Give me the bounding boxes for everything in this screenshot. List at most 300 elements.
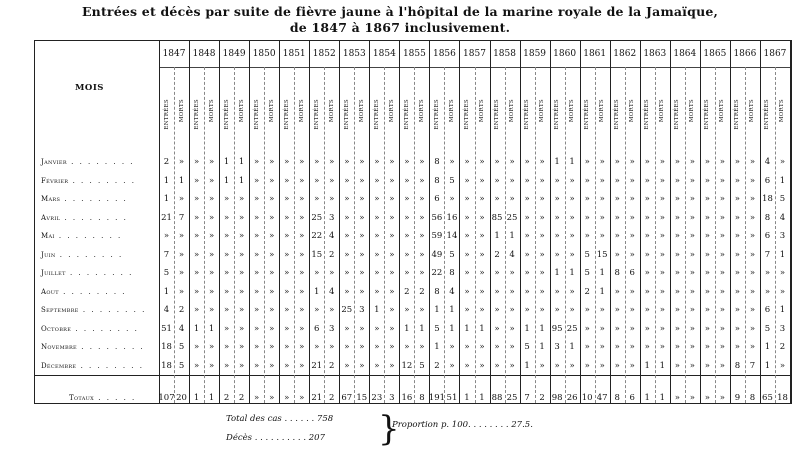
table-row-cell: »: [734, 194, 740, 204]
table-row-cell: »: [178, 231, 185, 241]
table-row-cell: »: [764, 286, 771, 297]
table-row-cell: »: [193, 249, 200, 260]
table-row-cell: »: [494, 323, 500, 334]
table-row-cell: »: [223, 249, 230, 260]
table-row-cell: »: [374, 157, 380, 167]
table-row-cell: »: [419, 212, 425, 223]
table-row-cell: »: [269, 194, 275, 204]
table-row-cell: »: [614, 194, 620, 204]
summary-deces-label: Décès: [226, 433, 252, 443]
totals-row-cell: 1: [464, 393, 470, 403]
table-row-cell: 5: [779, 194, 786, 204]
morts-label: MORTS: [629, 99, 636, 123]
table-row-cell: »: [644, 157, 650, 167]
table-row-cell: 5: [764, 323, 771, 334]
table-row-cell: »: [299, 194, 305, 204]
table-row-cell: »: [734, 323, 740, 334]
table-row-cell: »: [193, 212, 200, 223]
table-row-cell: 1: [554, 157, 560, 167]
table-row-cell: 1: [539, 342, 545, 352]
table-row-cell: »: [223, 342, 230, 352]
month-label: Mars . . . . . . . .: [41, 195, 128, 203]
morts-label: MORTS: [509, 99, 516, 123]
table-row-cell: »: [479, 175, 485, 186]
summary-deces-value: 207: [308, 433, 325, 443]
table-row-cell: 2: [779, 342, 786, 352]
totals-row-cell: 2: [539, 393, 545, 403]
table-row-cell: »: [674, 231, 680, 241]
brace-icon: }: [378, 409, 400, 449]
table-row-cell: »: [284, 268, 290, 278]
table-row-cell: »: [223, 286, 230, 297]
table-row-cell: »: [208, 286, 215, 297]
table-row-cell: »: [464, 157, 470, 167]
year-label: 1853: [342, 49, 366, 59]
table-row-cell: 1: [163, 194, 170, 204]
table-row-cell: »: [539, 360, 545, 371]
table-row-cell: »: [629, 212, 635, 223]
totals-row-cell: 8: [419, 393, 425, 403]
table-row-cell: »: [659, 323, 665, 334]
table-row-cell: »: [689, 323, 695, 334]
table-row-cell: 18: [762, 194, 773, 204]
table-row-cell: 8: [434, 286, 440, 297]
table-row-cell: »: [419, 268, 425, 278]
table-row-cell: »: [479, 342, 485, 352]
table-row-cell: »: [569, 212, 575, 223]
summary-proportion: Proportion p. 100. . . . . . . . 27.5.: [392, 420, 533, 430]
table-row-cell: »: [239, 342, 245, 352]
table-row-cell: 1: [419, 323, 425, 334]
table-row-cell: 1: [374, 305, 380, 315]
table-row-cell: 1: [314, 286, 320, 297]
table-row-cell: »: [644, 323, 650, 334]
month-name: Mai: [41, 232, 55, 240]
table-row-cell: 4: [764, 157, 771, 167]
table-row-cell: »: [389, 212, 395, 223]
table-row-cell: 2: [163, 157, 170, 167]
table-row-cell: »: [524, 212, 530, 223]
table-row-cell: »: [208, 249, 215, 260]
totals-row-cell: 2: [329, 393, 335, 403]
table-row-cell: »: [704, 360, 710, 371]
table-row-cell: 1: [464, 323, 470, 334]
table-row-cell: »: [704, 212, 710, 223]
month-label: Octobre . . . . . . . .: [41, 324, 139, 333]
table-row-cell: »: [689, 175, 695, 186]
table-row-cell: »: [223, 268, 230, 278]
table-row-cell: »: [419, 342, 425, 352]
totals-row-cell: 9: [734, 393, 741, 403]
totals-row-cell: 51: [446, 393, 458, 403]
entrees-label: ENTRÉES: [433, 99, 440, 130]
table-row-cell: »: [178, 194, 185, 204]
table-row-cell: »: [659, 305, 665, 315]
totals-row-cell: 191: [428, 393, 446, 403]
table-row-cell: »: [223, 305, 230, 315]
table-row-cell: »: [629, 175, 635, 186]
table-row-cell: »: [719, 157, 725, 167]
table-row-cell: »: [223, 194, 230, 204]
table-row-cell: 8: [734, 360, 741, 371]
table-row-cell: »: [299, 305, 305, 315]
totals-row-cell: 67: [341, 393, 353, 403]
month-name: Juin: [41, 250, 56, 259]
table-row-cell: »: [193, 360, 200, 371]
table-row-cell: »: [299, 268, 305, 278]
table-row-cell: 1: [569, 268, 575, 278]
table-row-cell: »: [659, 249, 665, 260]
table-row-cell: »: [329, 342, 335, 352]
table-row-cell: »: [554, 231, 560, 241]
table-row-cell: »: [719, 360, 725, 371]
table-row-cell: »: [689, 194, 695, 204]
table-row-cell: 3: [779, 231, 786, 241]
table-row-cell: »: [329, 268, 335, 278]
table-row-cell: »: [389, 157, 395, 167]
totals-row-cell: 98: [551, 393, 563, 403]
table-row-cell: »: [629, 286, 635, 297]
table-row-cell: »: [254, 157, 260, 167]
table-row-cell: »: [719, 231, 725, 241]
morts-label: MORTS: [599, 99, 606, 123]
table-row-cell: 16: [446, 212, 458, 223]
table-row-cell: »: [674, 323, 680, 334]
month-label: Novembre . . . . . . . .: [41, 343, 145, 351]
table-row-cell: »: [674, 342, 680, 352]
table-row-cell: 3: [359, 305, 365, 315]
table-row-cell: »: [629, 249, 635, 260]
table-row-cell: »: [509, 323, 515, 334]
table-row-cell: »: [599, 360, 605, 371]
table-row-cell: »: [524, 194, 530, 204]
month-name: Octobre: [41, 324, 72, 333]
table-row-cell: »: [749, 268, 756, 278]
totals-row-cell: 7: [524, 393, 530, 403]
table-row-cell: 1: [404, 323, 410, 334]
table-row-cell: »: [464, 231, 470, 241]
totals-row-cell: 15: [356, 393, 368, 403]
table-row-cell: 2: [494, 249, 500, 260]
table-row-cell: »: [464, 305, 470, 315]
table-row-cell: 1: [223, 175, 230, 186]
table-row-cell: »: [344, 194, 350, 204]
table-row-cell: »: [464, 175, 470, 186]
table-row-cell: 1: [479, 323, 485, 334]
table-row-cell: »: [359, 231, 365, 241]
totals-row-cell: 1: [193, 393, 200, 403]
table-row-cell: »: [689, 157, 695, 167]
table-row-cell: »: [704, 175, 710, 186]
table-row-cell: »: [359, 212, 365, 223]
table-row-cell: »: [208, 360, 215, 371]
table-row-cell: »: [644, 342, 650, 352]
year-label: 1852: [312, 49, 336, 59]
table-row-cell: »: [674, 194, 680, 204]
table-row-cell: »: [239, 231, 245, 241]
table-row-cell: »: [404, 342, 410, 352]
table-row-cell: 5: [584, 268, 590, 278]
table-row-cell: »: [299, 157, 305, 167]
table-row-cell: 4: [178, 323, 185, 334]
table-row-cell: 5: [524, 342, 530, 352]
summary-block: [226, 409, 400, 449]
table-row-cell: »: [208, 157, 215, 167]
table-row-cell: »: [344, 157, 350, 167]
table-row-cell: »: [389, 249, 395, 260]
table-row-cell: »: [389, 342, 395, 352]
table-row-cell: »: [479, 194, 485, 204]
year-label: 1854: [372, 49, 396, 59]
table-row-cell: »: [659, 342, 665, 352]
table-row-cell: »: [719, 212, 725, 223]
table-row-cell: »: [419, 157, 425, 167]
table-row-cell: »: [299, 249, 305, 260]
morts-label: MORTS: [238, 99, 245, 123]
table-row-cell: »: [314, 157, 320, 167]
table-row-cell: 2: [178, 305, 185, 315]
table-row-cell: 6: [764, 175, 771, 186]
totals-row-cell: 1: [644, 393, 650, 403]
table-row-cell: »: [659, 157, 665, 167]
table-row-cell: »: [614, 323, 620, 334]
table-row-cell: »: [479, 212, 485, 223]
table-row-cell: 1: [779, 305, 786, 315]
table-row-cell: »: [193, 305, 200, 315]
totals-row-cell: 88: [491, 393, 503, 403]
entrees-label: ENTRÉES: [554, 99, 561, 130]
table-row-cell: »: [269, 249, 275, 260]
year-label: 1849: [222, 49, 246, 59]
table-row-cell: »: [284, 323, 290, 334]
month-label: Décembre . . . . . . . .: [41, 361, 144, 370]
table-row-cell: »: [584, 305, 590, 315]
table-row-cell: »: [629, 194, 635, 204]
table-row-cell: »: [239, 194, 245, 204]
table-row-cell: »: [569, 249, 575, 260]
table-row-cell: »: [704, 268, 710, 278]
table-row-cell: 5: [178, 360, 185, 371]
table-row-cell: »: [524, 268, 530, 278]
table-row-cell: »: [239, 323, 245, 334]
totals-row-cell: 6: [629, 393, 635, 403]
table-row-cell: »: [344, 212, 350, 223]
table-row-cell: »: [374, 249, 380, 260]
table-row-cell: 59: [431, 231, 443, 241]
table-row-cell: »: [314, 342, 320, 352]
year-label: 1863: [643, 49, 667, 59]
table-row-cell: 1: [434, 342, 440, 352]
table-row-cell: »: [374, 268, 380, 278]
table-row-cell: »: [644, 249, 650, 260]
totals-row-cell: »: [689, 393, 695, 403]
table-row-cell: »: [254, 175, 260, 186]
month-name: Mars: [41, 195, 61, 203]
table-row-cell: »: [554, 249, 560, 260]
table-row-cell: »: [689, 342, 695, 352]
table-row-cell: »: [329, 157, 335, 167]
totals-row-cell: 1: [479, 393, 485, 403]
table-row-cell: 1: [569, 342, 575, 352]
table-row-cell: 5: [449, 175, 455, 186]
table-row-cell: »: [208, 342, 215, 352]
table-row-cell: »: [749, 323, 756, 334]
table-row-cell: »: [674, 212, 680, 223]
table-row-cell: »: [284, 286, 290, 297]
table-row-cell: »: [554, 286, 560, 297]
table-row-cell: »: [689, 212, 695, 223]
table-row-cell: »: [314, 268, 320, 278]
mois-header: MOIS: [75, 83, 104, 93]
table-row-cell: »: [749, 157, 756, 167]
table-row-cell: »: [449, 342, 455, 352]
year-label: 1856: [432, 49, 456, 59]
table-row-cell: »: [539, 286, 545, 297]
table-row-cell: »: [749, 249, 756, 260]
table-row-cell: 6: [764, 231, 771, 241]
entrees-label: ENTRÉES: [463, 99, 470, 130]
table-row-cell: »: [629, 323, 635, 334]
table-row-cell: »: [569, 194, 575, 204]
year-label: 1850: [252, 49, 276, 59]
table-row-cell: »: [284, 231, 290, 241]
table-row-cell: »: [479, 268, 485, 278]
table-row-cell: »: [374, 360, 380, 371]
table-row-cell: »: [509, 305, 515, 315]
table-row-cell: 1: [764, 342, 771, 352]
table-row-cell: 2: [419, 286, 425, 297]
table-row-cell: »: [404, 194, 410, 204]
table-row-cell: »: [269, 323, 275, 334]
totals-row-cell: 18: [777, 393, 788, 403]
table-row-cell: 51: [161, 323, 172, 334]
table-row-cell: »: [524, 231, 530, 241]
table-row-cell: 1: [524, 360, 530, 371]
table-row-cell: »: [734, 157, 740, 167]
table-row-cell: »: [269, 305, 275, 315]
proportion-value: 27.5.: [511, 420, 533, 430]
table-row-cell: »: [208, 268, 215, 278]
totals-row-cell: 23: [371, 393, 383, 403]
table-row-cell: »: [524, 305, 530, 315]
entrees-label: ENTRÉES: [644, 99, 651, 130]
table-row-cell: »: [208, 194, 215, 204]
table-row-cell: »: [509, 175, 515, 186]
table-row-cell: »: [479, 249, 485, 260]
table-row-cell: »: [704, 286, 710, 297]
table-row-cell: 1: [163, 286, 170, 297]
totals-row-cell: 8: [749, 393, 756, 403]
month-name: Janvier: [41, 158, 67, 166]
table-row-cell: »: [719, 305, 725, 315]
table-row-cell: »: [344, 249, 350, 260]
table-row-cell: »: [674, 175, 680, 186]
table-row-cell: 1: [449, 323, 455, 334]
table-row-cell: »: [614, 157, 620, 167]
table-row-cell: »: [314, 305, 320, 315]
table-row-cell: »: [208, 305, 215, 315]
table-row-cell: »: [749, 305, 756, 315]
table-row-cell: »: [299, 212, 305, 223]
table-row-cell: »: [674, 249, 680, 260]
table-row-cell: »: [254, 231, 260, 241]
table-row-cell: 1: [524, 323, 530, 334]
table-row-cell: 5: [434, 323, 440, 334]
table-row-cell: 1: [238, 157, 245, 167]
table-row-cell: »: [599, 175, 605, 186]
table-row-cell: 1: [764, 360, 771, 371]
table-row-cell: »: [359, 249, 365, 260]
table-row-cell: »: [419, 231, 425, 241]
table-row-cell: »: [599, 231, 605, 241]
table-row-cell: 1: [554, 268, 560, 278]
table-row-cell: »: [569, 360, 575, 371]
table-row-cell: »: [479, 360, 485, 371]
table-row-cell: »: [284, 249, 290, 260]
table-row-cell: »: [208, 231, 215, 241]
totals-row-cell: 26: [566, 393, 578, 403]
table-row-cell: »: [599, 157, 605, 167]
entrees-label: ENTRÉES: [704, 99, 711, 130]
table-row-cell: »: [704, 323, 710, 334]
table-row-cell: »: [764, 268, 771, 278]
table-row-cell: 1: [659, 360, 665, 371]
table-row-cell: »: [584, 175, 590, 186]
table-row-cell: »: [239, 286, 245, 297]
table-row-cell: 8: [434, 157, 440, 167]
table-row-cell: »: [779, 360, 786, 371]
table-row-cell: »: [359, 157, 365, 167]
month-name: Février: [41, 176, 69, 185]
morts-label: MORTS: [298, 99, 305, 123]
table-row-cell: »: [284, 194, 290, 204]
table-row-cell: »: [374, 194, 380, 204]
table-row-cell: »: [269, 268, 275, 278]
table-row-cell: »: [479, 286, 485, 297]
table-row-cell: »: [734, 175, 740, 186]
table-row-cell: »: [569, 231, 575, 241]
table-row-cell: 22: [431, 268, 443, 278]
table-row-cell: 4: [509, 249, 515, 260]
table-row-cell: 4: [779, 212, 786, 223]
table-row-cell: 18: [161, 360, 172, 371]
table-row-cell: »: [404, 305, 410, 315]
table-row-cell: »: [509, 194, 515, 204]
table-row-cell: »: [419, 249, 425, 260]
table-row-cell: »: [404, 249, 410, 260]
morts-label: MORTS: [689, 99, 696, 123]
table-row-cell: »: [539, 231, 545, 241]
table-row-cell: 85: [491, 212, 503, 223]
table-row-cell: »: [464, 360, 470, 371]
table-row-cell: 4: [449, 286, 455, 297]
table-row-cell: 7: [764, 249, 771, 260]
table-row-cell: »: [359, 342, 365, 352]
table-row-cell: »: [284, 175, 290, 186]
month-label: Février . . . . . . . .: [41, 176, 136, 185]
table-row-cell: »: [208, 175, 215, 186]
table-row-cell: »: [629, 231, 635, 241]
table-row-cell: »: [584, 194, 590, 204]
table-row-cell: 5: [584, 249, 590, 260]
totals-row-cell: 21: [311, 393, 323, 403]
table-row-cell: »: [359, 268, 365, 278]
table-row-cell: 1: [599, 268, 605, 278]
table-row-cell: 1: [238, 175, 245, 186]
year-label: 1867: [763, 49, 787, 59]
table-row-cell: »: [659, 286, 665, 297]
month-name: Avril: [41, 213, 61, 222]
